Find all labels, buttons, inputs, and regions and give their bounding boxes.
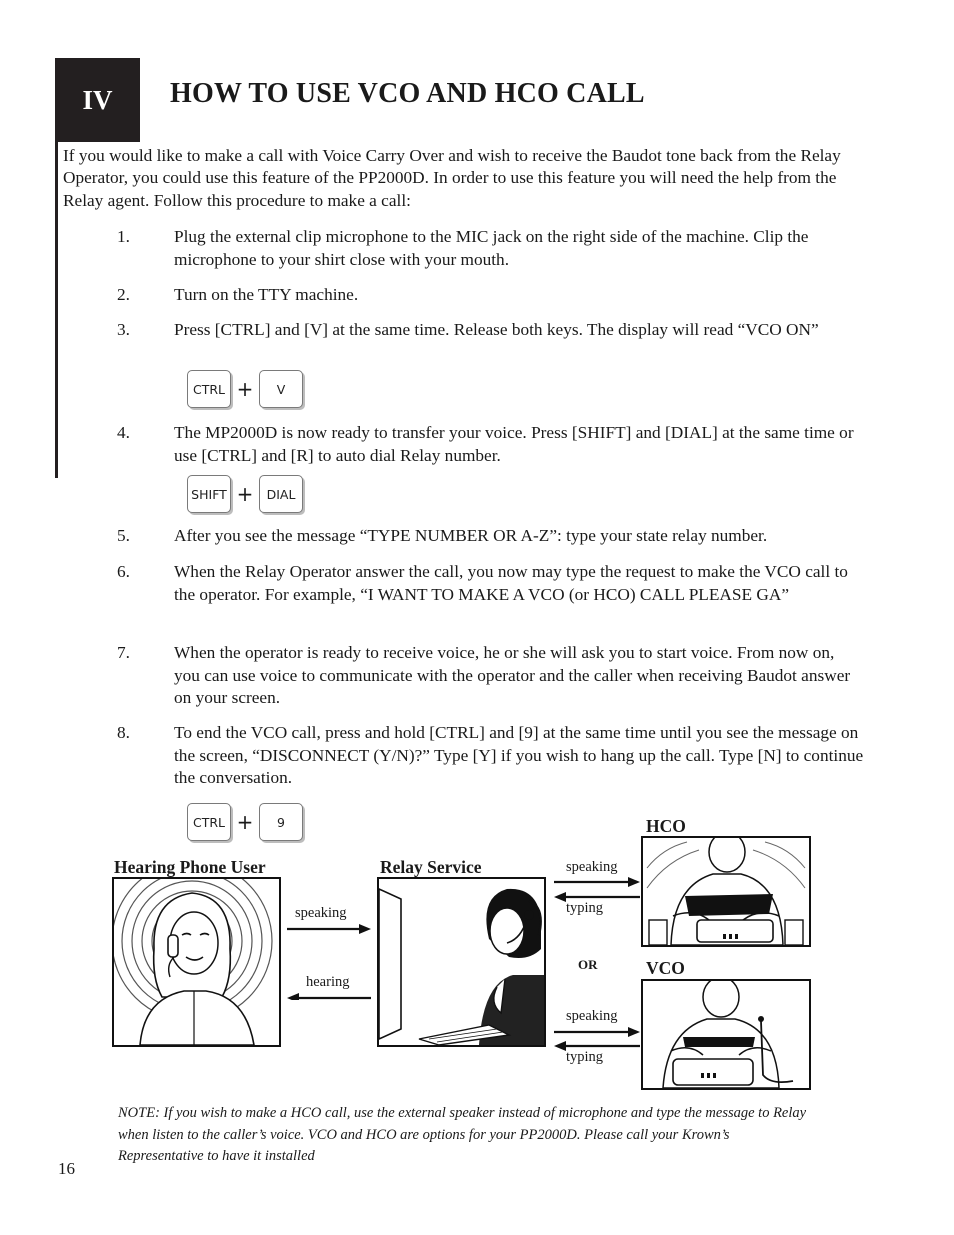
hco-typing-label: typing: [566, 900, 604, 916]
plus-sign: +: [236, 482, 254, 506]
hco-label: HCO: [646, 816, 686, 836]
vco-speaking-label: speaking: [566, 1008, 618, 1024]
plus-sign: +: [236, 810, 254, 834]
right-arrowhead: [359, 924, 371, 934]
step-4-text: The MP2000D is now ready to transfer your voice. Press [SHIFT] and [DIAL] at the same time or use [CTRL] and [R] to auto dial Relay number.: [174, 423, 854, 465]
vco-typing-arrowhead: [554, 1041, 566, 1051]
speaking-arrow-label: speaking: [295, 905, 347, 921]
key-combo-ctrl-9: [187, 803, 303, 841]
key-v: V: [259, 370, 303, 408]
hearing-phone-user-label: Hearing Phone User: [114, 857, 266, 877]
relay-service-illustration: [377, 877, 546, 1047]
vco-user-illustration: [641, 979, 811, 1090]
step-7-number: 7.: [117, 643, 130, 662]
hearing-phone-user-illustration: [112, 877, 281, 1047]
step-1-number: 1.: [117, 227, 130, 246]
vco-tty-user-icon: [643, 981, 809, 1088]
step-3-number: 3.: [117, 320, 130, 339]
vco-label: VCO: [646, 958, 685, 978]
key-ctrl: CTRL: [187, 370, 231, 408]
key-combo-ctrl-v: [187, 370, 303, 408]
step-8-text: To end the VCO call, press and hold [CTRL] and [9] at the same time until you see the message on the screen, “DISCONNECT (Y/N)?” Type [Y] if you wish to hang up the call. Type [N] to continue the conversation.: [174, 723, 864, 787]
intro-paragraph: If you would like to make a call with Voice Carry Over and wish to receive the Baudot tone back from the Relay Operator, you could use this feature of the PP2000D. In order to use this feature you will need the help from the Relay agent. Follow this procedure to make a call:: [63, 146, 841, 210]
woman-on-phone-icon: [114, 879, 279, 1045]
hco-user-illustration: [641, 836, 811, 947]
step-2-number: 2.: [117, 285, 130, 304]
relay-service-label: Relay Service: [380, 857, 482, 877]
hco-speaking-label: speaking: [566, 859, 618, 875]
step-5-number: 5.: [117, 526, 130, 545]
key-dial: DIAL: [259, 475, 303, 513]
step-1-text: Plug the external clip microphone to the MIC jack on the right side of the machine. Clip the microphone to your shirt close with your mouth.: [174, 227, 809, 269]
key-shift: SHIFT: [187, 475, 231, 513]
step-6-number: 6.: [117, 562, 130, 581]
step-6-text: When the Relay Operator answer the call, you now may type the request to make the VCO call to the operator. For example, “I WANT TO MAKE A VCO (or HCO) CALL PLEASE GA”: [174, 562, 848, 604]
vco-speaking-arrowhead: [628, 1027, 640, 1037]
step-4-number: 4.: [117, 423, 130, 442]
page-title: HOW TO USE VCO AND HCO CALL: [170, 78, 645, 109]
note-text: NOTE: If you wish to make a HCO call, use the external speaker instead of microphone and type the message to Relay when listen to the caller’s voice. VCO and HCO are options for your PP2000D. Please call your Krown’s Representative to have it installed: [118, 1105, 807, 1164]
section-side-rule: [55, 142, 58, 478]
key-9: 9: [259, 803, 303, 841]
or-label: OR: [578, 957, 598, 972]
plus-sign: +: [236, 377, 254, 401]
relay-operator-icon: [379, 879, 544, 1045]
step-8-number: 8.: [117, 723, 130, 742]
key-combo-shift-dial: [187, 475, 303, 513]
vco-typing-label: typing: [566, 1049, 604, 1065]
hco-speaking-arrowhead: [628, 877, 640, 887]
section-number-box: [55, 58, 140, 142]
step-3-text: Press [CTRL] and [V] at the same time. Release both keys. The display will read “VCO ON”: [174, 320, 819, 339]
step-5-text: After you see the message “TYPE NUMBER OR A-Z”: type your state relay number.: [174, 526, 768, 545]
step-2-text: Turn on the TTY machine.: [174, 285, 359, 304]
left-arrowhead: [287, 993, 299, 1000]
hearing-arrow-label: hearing: [306, 974, 350, 990]
hco-tty-user-icon: [643, 838, 809, 945]
key-ctrl: CTRL: [187, 803, 231, 841]
section-number: IV: [82, 84, 113, 115]
step-7-text: When the operator is ready to receive voice, he or she will ask you to start voice. From now on, you can use voice to communicate with the operator and the caller when receiving Baudot answer on your screen.: [174, 643, 851, 707]
page-number: 16: [58, 1159, 75, 1178]
hco-typing-arrowhead: [554, 892, 566, 902]
